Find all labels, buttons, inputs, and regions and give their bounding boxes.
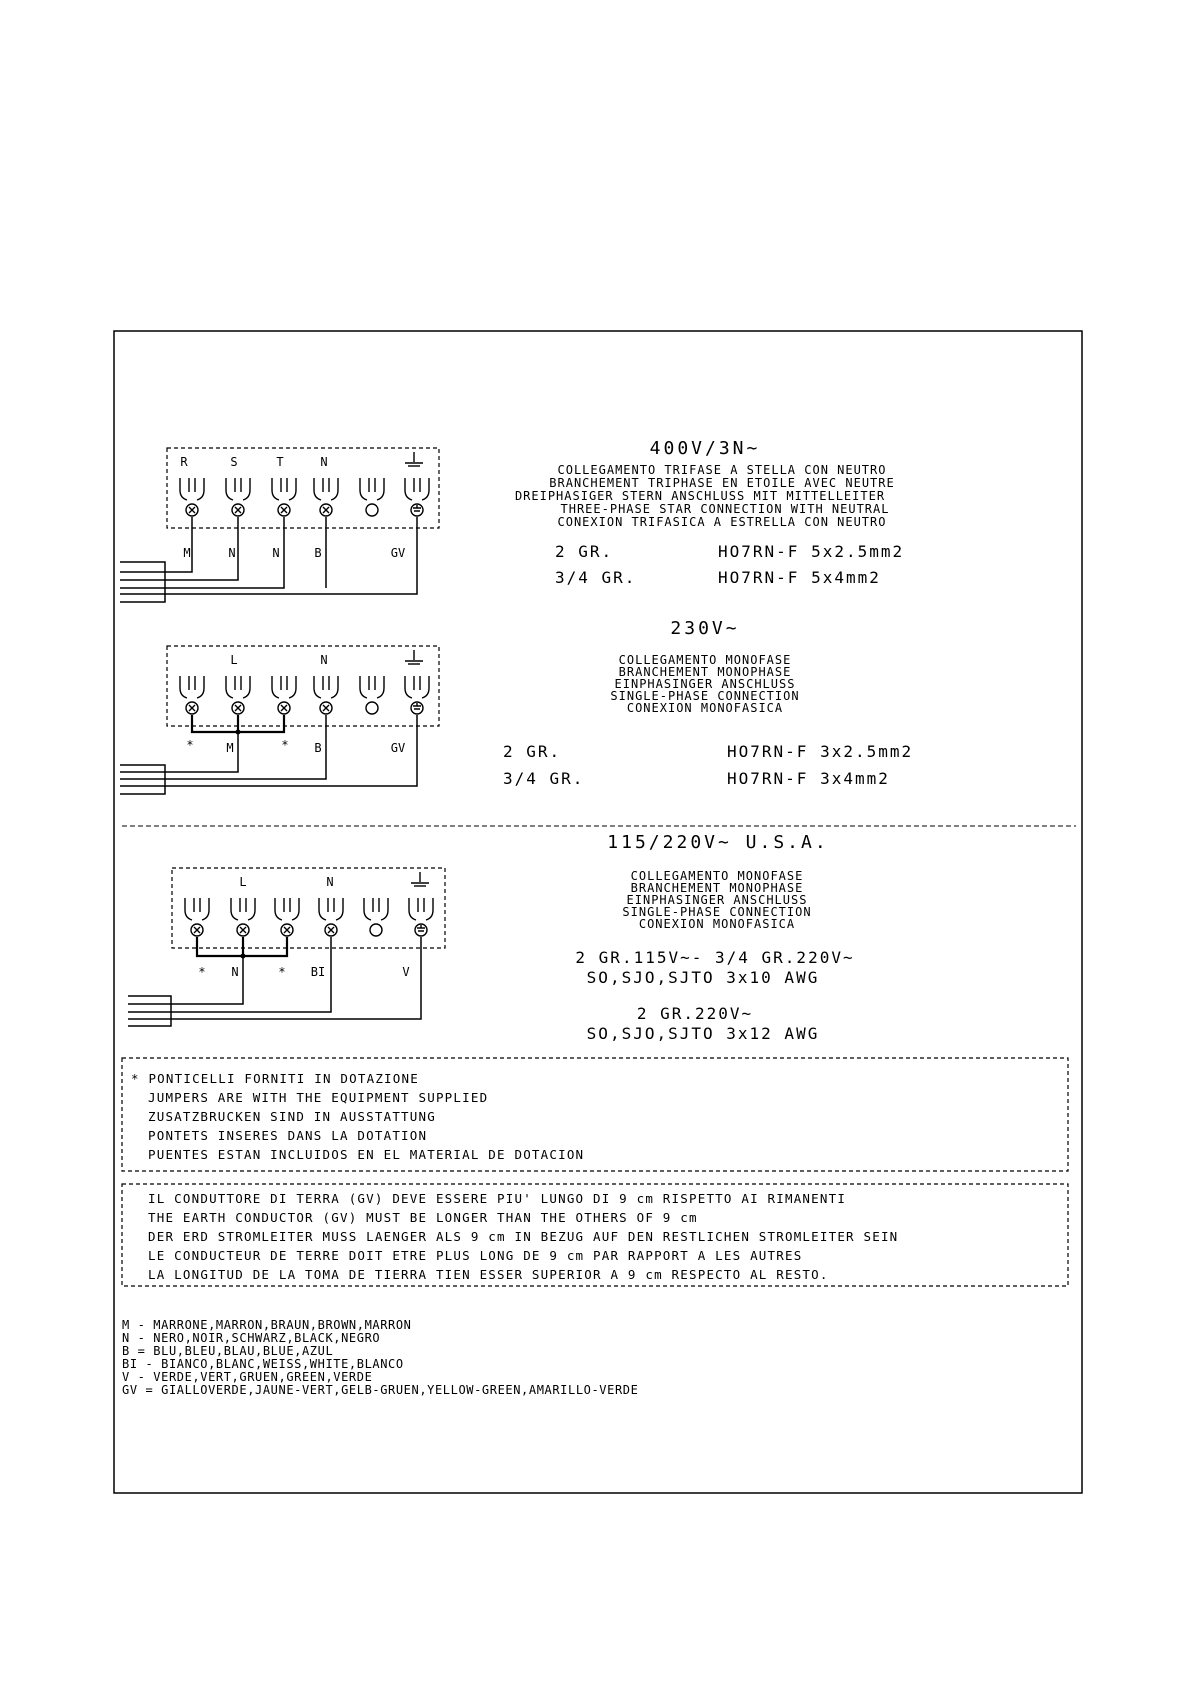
voltage-title: 400V/3N~	[649, 438, 761, 459]
terminal-label-n: N	[320, 455, 328, 469]
jumper-note-line: JUMPERS ARE WITH THE EQUIPMENT SUPPLIED	[148, 1090, 489, 1105]
wire-label-gv: GV	[390, 546, 406, 560]
wire-label-n1: N	[228, 546, 236, 560]
voltage-title: 115/220V~ U.S.A.	[607, 832, 829, 853]
color-legend-line: M - MARRONE,MARRON,BRAUN,BROWN,MARRON	[122, 1318, 412, 1332]
description-line: CONEXION MONOFASICA	[638, 917, 796, 931]
terminal-connector-icon	[405, 676, 429, 714]
cable-model: 2 GR.	[555, 542, 614, 561]
terminal-connector-icon	[364, 898, 388, 936]
cable-spec: HO7RN-F 3x4mm2	[727, 769, 890, 788]
cable-wires	[128, 937, 421, 1019]
terminal-block-box	[172, 868, 445, 948]
earth-note-line: THE EARTH CONDUCTOR (GV) MUST BE LONGER THAN THE OTHERS OF 9 cm	[148, 1210, 698, 1225]
description-line: THREE-PHASE STAR CONNECTION WITH NEUTRAL	[560, 502, 890, 516]
terminal-connector-icon	[409, 898, 433, 936]
color-legend-line: N - NERO,NOIR,SCHWARZ,BLACK,NEGRO	[122, 1331, 381, 1345]
description-line: COLLEGAMENTO TRIFASE A STELLA CON NEUTRO	[557, 463, 887, 477]
description-line: SINGLE-PHASE CONNECTION	[622, 905, 812, 919]
cable-model: 3/4 GR.	[555, 568, 637, 587]
wire-label-m: M	[226, 741, 234, 755]
wire-label-n2: N	[272, 546, 280, 560]
terminal-connector-icon	[360, 676, 384, 714]
cable-spec: SO,SJO,SJTO 3x12 AWG	[586, 1024, 820, 1043]
wire-label-b: B	[314, 546, 322, 560]
terminal-label-l: L	[239, 875, 247, 889]
cable-spec: HO7RN-F 5x2.5mm2	[718, 542, 905, 561]
diagram-single-phase-230	[120, 618, 913, 794]
terminal-connector-icon	[314, 676, 338, 714]
description-line: DREIPHASIGER STERN ANSCHLUSS MIT MITTELLEITER	[514, 489, 886, 503]
terminal-connector-icon	[314, 478, 338, 516]
color-legend-line: B = BLU,BLEU,BLAU,BLUE,AZUL	[122, 1344, 334, 1358]
description-line: COLLEGAMENTO MONOFASE	[618, 653, 792, 667]
description-line: EINPHASINGER ANSCHLUSS	[626, 893, 808, 907]
wire-label-jumper: *	[186, 738, 194, 752]
terminal-connector-icon	[319, 898, 343, 936]
terminal-row	[180, 478, 429, 516]
cable-spec: 2 GR.115V~- 3/4 GR.220V~	[575, 948, 855, 967]
terminal-connector-icon	[405, 478, 429, 516]
color-legend-line: GV = GIALLOVERDE,JAUNE-VERT,GELB-GRUEN,YELLOW-GREEN,AMARILLO-VERDE	[122, 1383, 639, 1397]
terminal-block-box	[167, 448, 439, 528]
terminal-connector-icon	[360, 478, 384, 516]
terminal-row	[180, 676, 429, 714]
diagram-single-phase-usa	[128, 832, 855, 1043]
terminal-label-n: N	[326, 875, 334, 889]
terminal-label-r: R	[180, 455, 188, 469]
wire-label-m: M	[183, 546, 191, 560]
earth-note-line: LE CONDUCTEUR DE TERRE DOIT ETRE PLUS LONG DE 9 cm PAR RAPPORT A LES AUTRES	[148, 1248, 803, 1263]
terminal-connector-icon	[275, 898, 299, 936]
terminal-connector-icon	[272, 478, 296, 516]
cable-model: 3/4 GR.	[503, 769, 585, 788]
wire-label-jumper: *	[198, 965, 206, 979]
jumper-bridge	[192, 715, 284, 732]
color-legend-line: BI - BIANCO,BLANC,WEISS,WHITE,BLANCO	[122, 1357, 404, 1371]
terminal-label-s: S	[230, 455, 238, 469]
earth-symbol-icon	[411, 872, 429, 886]
jumper-note-line: PUENTES ESTAN INCLUIDOS EN EL MATERIAL DE DOTACION	[148, 1147, 585, 1162]
terminal-block-box	[167, 646, 439, 726]
description-line: COLLEGAMENTO MONOFASE	[630, 869, 804, 883]
earth-symbol-icon	[405, 452, 423, 466]
jumper-note-line: * PONTICELLI FORNITI IN DOTAZIONE	[131, 1071, 419, 1086]
description-line: BRANCHEMENT TRIPHASE EN ETOILE AVEC NEUTRE	[549, 476, 895, 490]
terminal-connector-icon	[272, 676, 296, 714]
wire-label-b: B	[314, 741, 322, 755]
wire-label-jumper: *	[281, 738, 289, 752]
description-line: CONEXION MONOFASICA	[626, 701, 784, 715]
cable-spec: HO7RN-F 5x4mm2	[718, 568, 881, 587]
earth-symbol-icon	[405, 650, 423, 664]
description-line: SINGLE-PHASE CONNECTION	[610, 689, 800, 703]
terminal-connector-icon	[185, 898, 209, 936]
terminal-connector-icon	[180, 478, 204, 516]
color-legend-line: V - VERDE,VERT,GRUEN,GREEN,VERDE	[122, 1370, 373, 1384]
cable-spec: 2 GR.220V~	[636, 1004, 754, 1023]
earth-note-line: DER ERD STROMLEITER MUSS LAENGER ALS 9 cm IN BEZUG AUF DEN RESTLICHEN STROMLEITER SEIN	[148, 1229, 899, 1244]
cable-sheath	[120, 562, 165, 602]
wire-label-bi: BI	[310, 965, 326, 979]
description-line: BRANCHEMENT MONOPHASE	[630, 881, 804, 895]
cable-spec: SO,SJO,SJTO 3x10 AWG	[586, 968, 820, 987]
description-line: BRANCHEMENT MONOPHASE	[618, 665, 792, 679]
terminal-connector-icon	[231, 898, 255, 936]
terminal-row	[185, 898, 433, 936]
terminal-label-n: N	[320, 653, 328, 667]
terminal-connector-icon	[180, 676, 204, 714]
cable-model: 2 GR.	[503, 742, 562, 761]
jumper-note-line: ZUSATZBRUCKEN SIND IN AUSSTATTUNG	[148, 1109, 436, 1124]
description-line: EINPHASINGER ANSCHLUSS	[614, 677, 796, 691]
terminal-label-l: L	[230, 653, 238, 667]
jumper-bridge	[197, 937, 287, 956]
description-line: CONEXION TRIFASICA A ESTRELLA CON NEUTRO	[557, 515, 887, 529]
cable-spec: HO7RN-F 3x2.5mm2	[727, 742, 914, 761]
earth-note-line: LA LONGITUD DE LA TOMA DE TIERRA TIEN ESSER SUPERIOR A 9 cm RESPECTO AL RESTO.	[148, 1267, 829, 1282]
terminal-connector-icon	[226, 478, 250, 516]
cable-sheath	[128, 996, 171, 1026]
terminal-label-t: T	[276, 455, 284, 469]
wire-label-gv: GV	[390, 741, 406, 755]
diagram-three-phase	[120, 438, 904, 602]
jumper-note-line: PONTETS INSERES DANS LA DOTATION	[148, 1128, 428, 1143]
wire-label-n: N	[231, 965, 239, 979]
wire-label-jumper: *	[278, 965, 286, 979]
wire-label-v: V	[402, 965, 410, 979]
voltage-title: 230V~	[670, 618, 740, 639]
terminal-connector-icon	[226, 676, 250, 714]
earth-note-line: IL CONDUTTORE DI TERRA (GV) DEVE ESSERE PIU' LUNGO DI 9 cm RISPETTO AI RIMANENTI	[148, 1191, 847, 1206]
